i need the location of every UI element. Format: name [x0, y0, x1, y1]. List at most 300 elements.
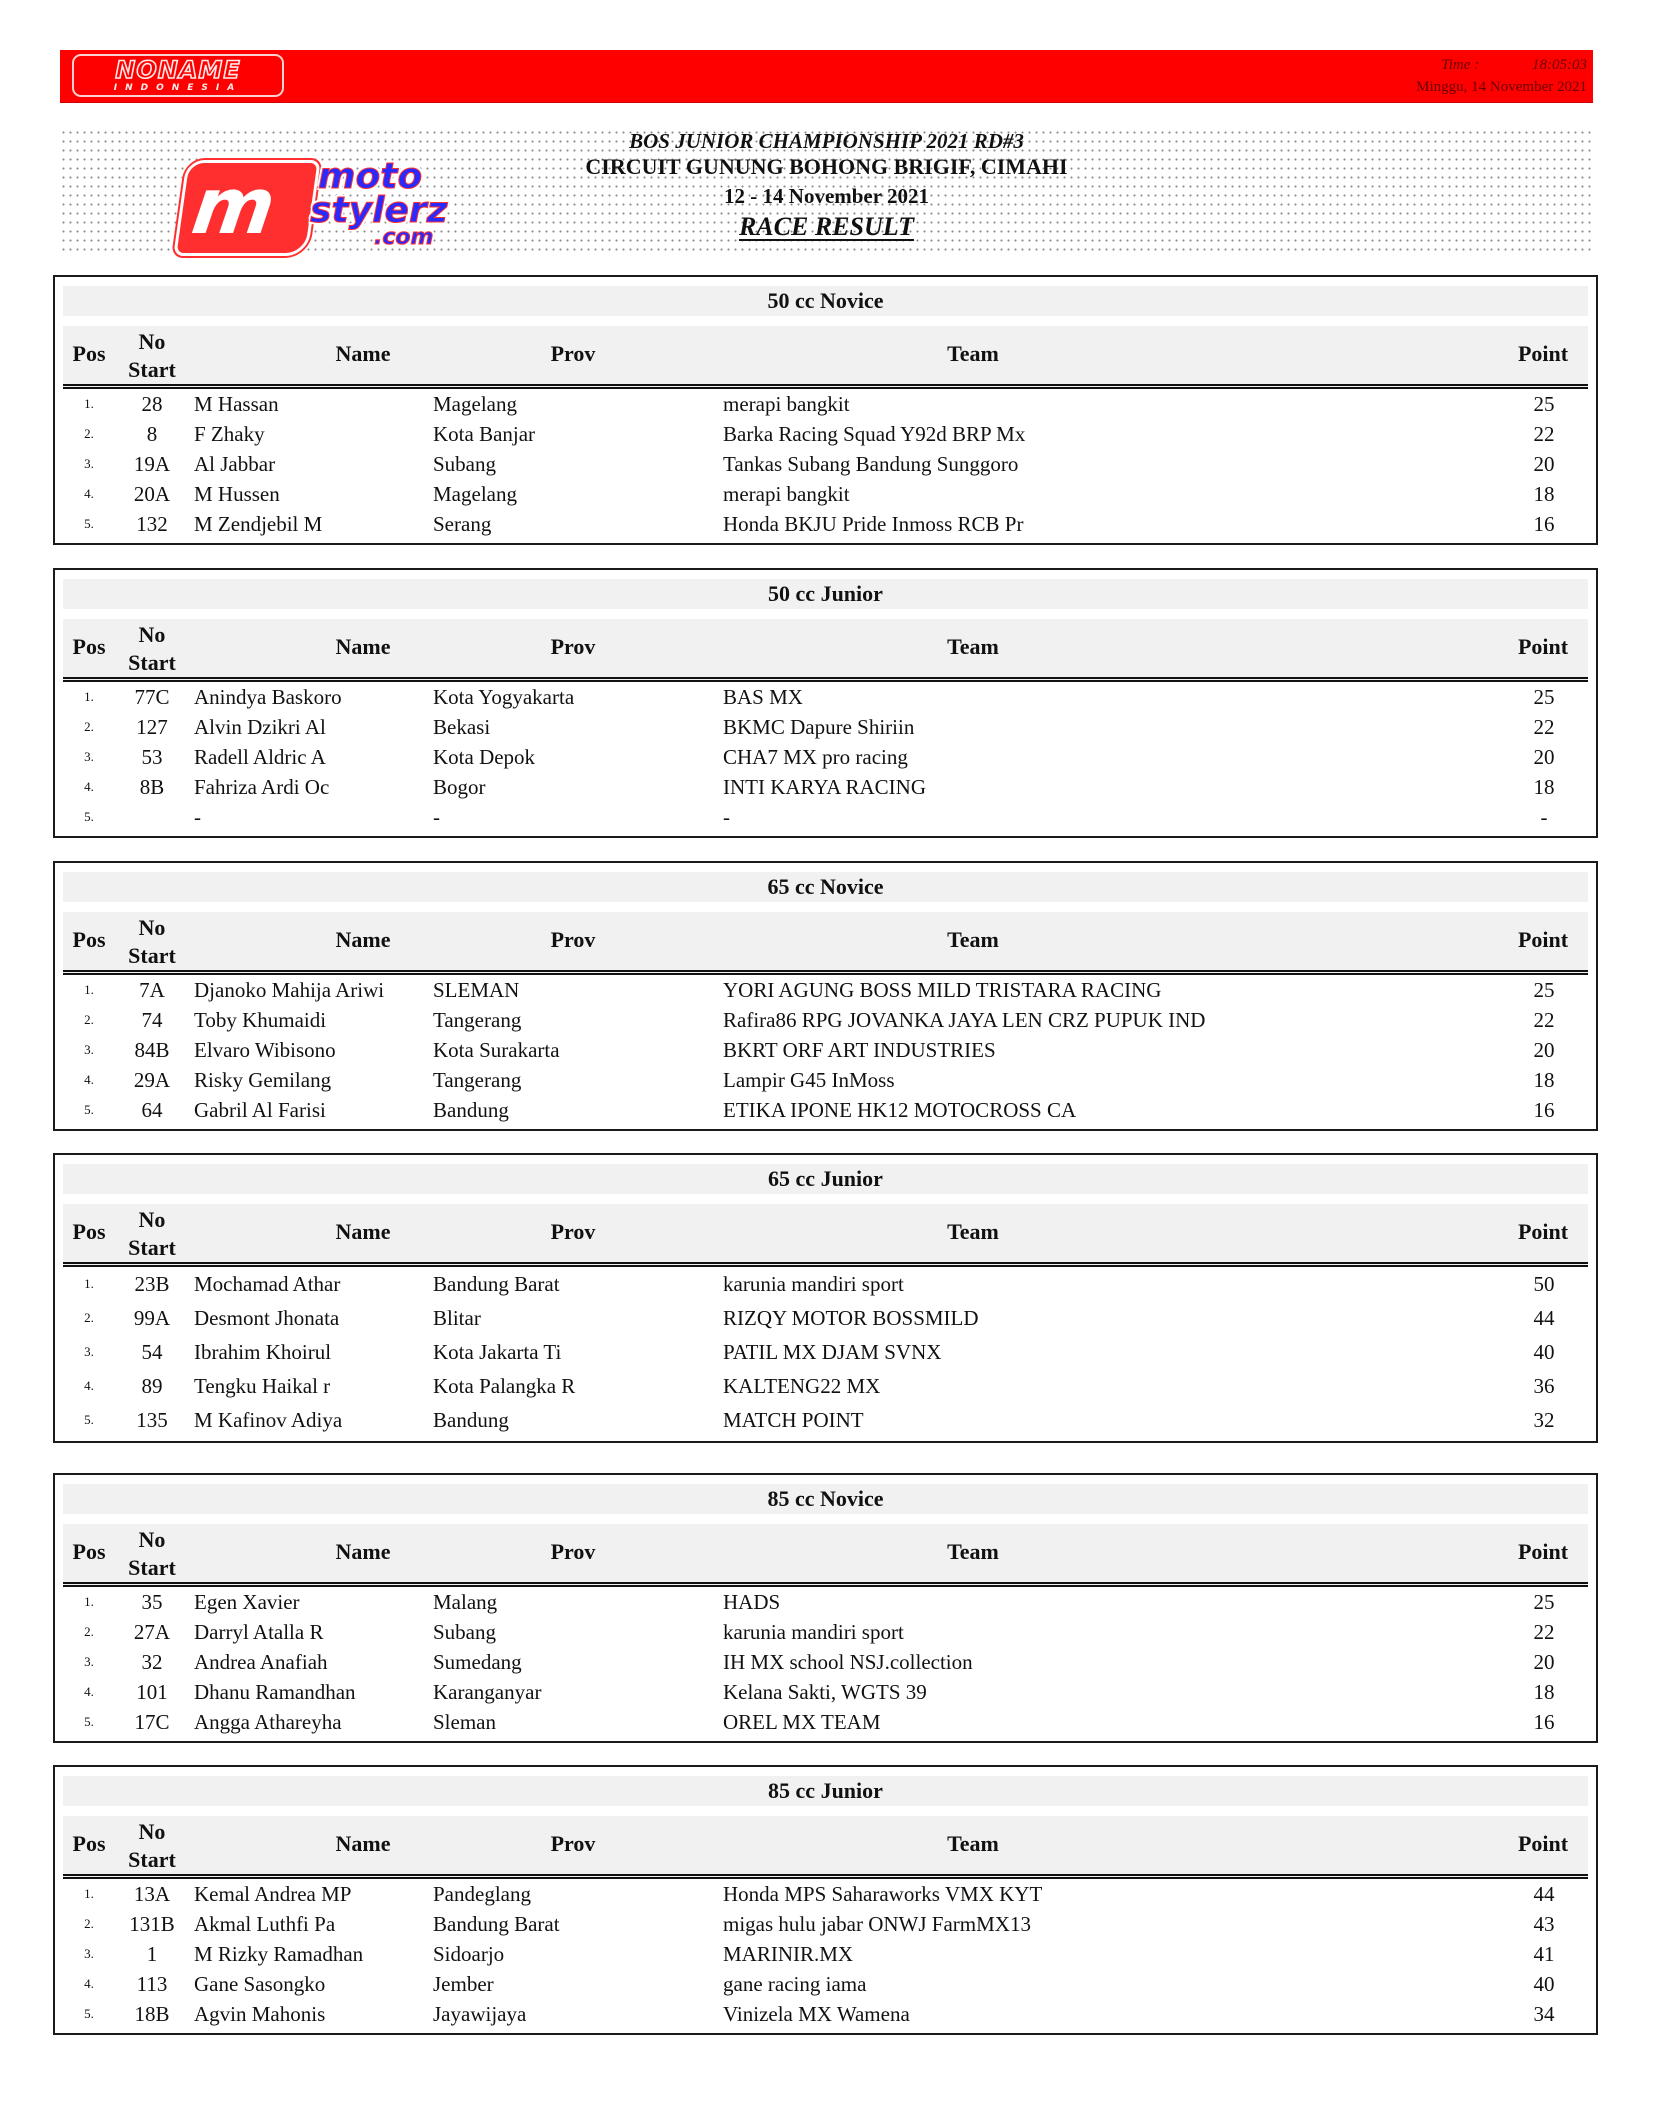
- cell-prov: Jayawijaya: [433, 2002, 527, 2026]
- table-row: [63, 1587, 1588, 1617]
- column-header-prov: Prov: [550, 634, 596, 659]
- class-results-table-1: [53, 568, 1598, 838]
- cell-pos: 2.: [84, 1624, 94, 1639]
- cell-name: Agvin Mahonis: [194, 2002, 326, 2026]
- timestamp: [1416, 54, 1587, 98]
- cell-prov: Serang: [433, 512, 492, 536]
- class-title: 85 cc Novice: [63, 1484, 1588, 1514]
- cell-no-start: 113: [136, 1972, 168, 1996]
- cell-pos: 1.: [84, 1276, 94, 1291]
- cell-point: 32: [1533, 1408, 1555, 1432]
- cell-team: karunia mandiri sport: [723, 1620, 904, 1644]
- class-title: 65 cc Junior: [63, 1164, 1588, 1194]
- cell-pos: 3.: [84, 1042, 94, 1057]
- cell-no-start: 135: [136, 1408, 168, 1432]
- cell-prov: Tangerang: [433, 1068, 522, 1092]
- cell-pos: 1.: [84, 1594, 94, 1609]
- championship-title: BOS JUNIOR CHAMPIONSHIP 2021 RD#3: [629, 129, 1024, 153]
- table-row: [63, 1369, 1588, 1403]
- cell-team: Tankas Subang Bandung Sunggoro: [723, 452, 1019, 476]
- brand-name: NONAME: [115, 56, 241, 84]
- cell-name: Fahriza Ardi Oc: [194, 775, 330, 799]
- class-title: 65 cc Novice: [63, 872, 1588, 902]
- cell-prov: Kota Depok: [433, 745, 536, 769]
- cell-pos: 5.: [84, 1714, 94, 1729]
- cell-no-start: 84B: [134, 1038, 170, 1062]
- table-row: [63, 682, 1588, 712]
- class-results-table-3: [53, 1153, 1598, 1443]
- cell-team: OREL MX TEAM: [723, 1710, 881, 1734]
- cell-pos: 5.: [84, 516, 94, 531]
- table-row: [63, 742, 1588, 772]
- column-header-point: Point: [1517, 1539, 1569, 1564]
- cell-name: Gabril Al Farisi: [194, 1098, 326, 1122]
- cell-team: PATIL MX DJAM SVNX: [723, 1340, 942, 1364]
- cell-point: 40: [1533, 1972, 1555, 1996]
- cell-name: F Zhaky: [194, 422, 265, 446]
- column-header-name: Name: [335, 1831, 391, 1856]
- cell-point: 34: [1533, 2002, 1555, 2026]
- cell-pos: 3.: [84, 1654, 94, 1669]
- print-date: Minggu, 14 November 2021: [1416, 79, 1587, 95]
- cell-team: migas hulu jabar ONWJ FarmMX13: [723, 1912, 1031, 1936]
- cell-pos: 2.: [84, 1012, 94, 1027]
- table-header: [63, 326, 1588, 389]
- table-row: [63, 802, 1588, 832]
- cell-prov: Sumedang: [433, 1650, 522, 1674]
- cell-no-start: 29A: [133, 1068, 171, 1092]
- cell-pos: 2.: [84, 719, 94, 734]
- column-header-team: Team: [947, 1219, 999, 1244]
- table-row: [63, 1005, 1588, 1035]
- cell-name: Toby Khumaidi: [194, 1008, 327, 1032]
- column-header-name: Name: [335, 634, 391, 659]
- cell-point: 36: [1533, 1374, 1555, 1398]
- cell-pos: 4.: [84, 1976, 94, 1991]
- table-row: [63, 1909, 1588, 1939]
- event-titles: [360, 128, 1293, 244]
- table-body: [63, 389, 1588, 543]
- cell-no-start: 32: [141, 1650, 163, 1674]
- table-row: [63, 1267, 1588, 1301]
- cell-team: BKMC Dapure Shiriin: [723, 715, 915, 739]
- cell-name: Al Jabbar: [194, 452, 276, 476]
- cell-prov: Subang: [433, 452, 496, 476]
- cell-team: RIZQY MOTOR BOSSMILD: [723, 1306, 979, 1330]
- cell-pos: 5.: [84, 809, 94, 824]
- cell-name: Egen Xavier: [194, 1590, 300, 1614]
- cell-pos: 3.: [84, 1344, 94, 1359]
- cell-team: Vinizela MX Wamena: [723, 2002, 910, 2026]
- cell-point: 20: [1533, 452, 1555, 476]
- cell-prov: Kota Yogyakarta: [433, 685, 575, 709]
- cell-pos: 2.: [84, 1310, 94, 1325]
- cell-pos: 1.: [84, 1886, 94, 1901]
- column-header-pos: Pos: [72, 927, 106, 952]
- cell-point: 44: [1533, 1882, 1555, 1906]
- table-row: [63, 509, 1588, 539]
- cell-point: 25: [1533, 1590, 1555, 1614]
- table-row: [63, 1969, 1588, 1999]
- logo-m-glyph: m: [186, 162, 281, 252]
- cell-no-start: 77C: [134, 685, 170, 709]
- cell-point: 22: [1533, 715, 1555, 739]
- brand-subtitle: INDONESIA: [113, 83, 243, 93]
- cell-prov: Kota Jakarta Ti: [433, 1340, 562, 1364]
- cell-name: Angga Athareyha: [194, 1710, 342, 1734]
- table-row: [63, 1677, 1588, 1707]
- table-row: [63, 1301, 1588, 1335]
- table-body: [63, 975, 1588, 1129]
- cell-point: 22: [1533, 1008, 1555, 1032]
- table-body: [63, 1267, 1588, 1441]
- table-row: [63, 1035, 1588, 1065]
- column-header-team: Team: [947, 634, 999, 659]
- column-header-no-start: [117, 1526, 187, 1582]
- cell-point: 18: [1533, 1068, 1555, 1092]
- cell-name: Andrea Anafiah: [194, 1650, 328, 1674]
- table-row: [63, 1065, 1588, 1095]
- cell-no-start: 23B: [134, 1272, 170, 1296]
- table-row: [63, 479, 1588, 509]
- column-header-prov: Prov: [550, 1831, 596, 1856]
- column-header-start: Start: [128, 1555, 176, 1580]
- cell-name: -: [194, 805, 201, 829]
- cell-team: YORI AGUNG BOSS MILD TRISTARA RACING: [723, 978, 1162, 1002]
- table-header: [63, 1524, 1588, 1587]
- logo-word-com: .com: [374, 225, 434, 250]
- cell-name: Tengku Haikal r: [194, 1374, 331, 1398]
- cell-prov: Bekasi: [433, 715, 491, 739]
- cell-prov: Bandung: [433, 1408, 509, 1432]
- table-header: [63, 619, 1588, 682]
- cell-pos: 5.: [84, 1102, 94, 1117]
- cell-team: -: [723, 805, 730, 829]
- cell-team: MARINIR.MX: [723, 1942, 854, 1966]
- cell-prov: Malang: [433, 1590, 498, 1614]
- cell-pos: 2.: [84, 426, 94, 441]
- column-header-start: Start: [128, 1847, 176, 1872]
- column-header-no: No: [138, 915, 166, 940]
- column-header-prov: Prov: [550, 341, 596, 366]
- noname-logo: [72, 54, 284, 97]
- table-header: [63, 912, 1588, 975]
- cell-point: 18: [1533, 775, 1555, 799]
- cell-no-start: 74: [141, 1008, 163, 1032]
- column-header-name: Name: [335, 1539, 391, 1564]
- cell-no-start: 35: [141, 1590, 163, 1614]
- cell-pos: 4.: [84, 779, 94, 794]
- top-banner: [60, 50, 1593, 103]
- cell-point: 16: [1533, 1710, 1555, 1734]
- column-header-no-start: [117, 328, 187, 384]
- cell-no-start: 89: [141, 1374, 163, 1398]
- cell-team: BAS MX: [723, 685, 803, 709]
- column-header-no-start: [117, 1206, 187, 1262]
- cell-point: 25: [1533, 392, 1555, 416]
- cell-prov: Bandung: [433, 1098, 509, 1122]
- table-body: [63, 1879, 1588, 2033]
- cell-prov: -: [433, 805, 440, 829]
- cell-no-start: 53: [141, 745, 163, 769]
- column-header-pos: Pos: [72, 1831, 106, 1856]
- time-value: 18:05:03: [1532, 57, 1587, 73]
- cell-team: Kelana Sakti, WGTS 39: [723, 1680, 927, 1704]
- cell-prov: Sleman: [433, 1710, 496, 1734]
- cell-no-start: 28: [141, 392, 163, 416]
- cell-no-start: 64: [141, 1098, 163, 1122]
- table-row: [63, 712, 1588, 742]
- cell-prov: Tangerang: [433, 1008, 522, 1032]
- cell-prov: Kota Palangka R: [433, 1374, 576, 1398]
- cell-pos: 3.: [84, 456, 94, 471]
- cell-name: Kemal Andrea MP: [194, 1882, 352, 1906]
- cell-point: 18: [1533, 482, 1555, 506]
- cell-no-start: 17C: [134, 1710, 170, 1734]
- cell-pos: 4.: [84, 1072, 94, 1087]
- class-title: 50 cc Junior: [63, 579, 1588, 609]
- cell-no-start: 101: [136, 1680, 168, 1704]
- cell-pos: 4.: [84, 1378, 94, 1393]
- table-row: [63, 1999, 1588, 2029]
- cell-no-start: 127: [136, 715, 168, 739]
- cell-no-start: 131B: [129, 1912, 175, 1936]
- column-header-name: Name: [335, 927, 391, 952]
- cell-name: Akmal Luthfi Pa: [194, 1912, 336, 1936]
- cell-point: 50: [1533, 1272, 1555, 1296]
- cell-team: Rafira86 RPG JOVANKA JAYA LEN CRZ PUPUK IND: [723, 1008, 1206, 1032]
- cell-prov: Bogor: [433, 775, 486, 799]
- column-header-team: Team: [947, 927, 999, 952]
- table-body: [63, 682, 1588, 836]
- time-label: Time :: [1441, 57, 1480, 73]
- cell-prov: Karanganyar: [433, 1680, 542, 1704]
- cell-name: Anindya Baskoro: [194, 685, 342, 709]
- class-title: 85 cc Junior: [63, 1776, 1588, 1806]
- cell-pos: 4.: [84, 486, 94, 501]
- table-row: [63, 1617, 1588, 1647]
- table-row: [63, 419, 1588, 449]
- cell-no-start: 8: [146, 422, 158, 446]
- column-header-pos: Pos: [72, 634, 106, 659]
- cell-team: karunia mandiri sport: [723, 1272, 904, 1296]
- column-header-start: Start: [128, 943, 176, 968]
- cell-name: Alvin Dzikri Al: [194, 715, 326, 739]
- cell-prov: Sidoarjo: [433, 1942, 505, 1966]
- table-row: [63, 1095, 1588, 1125]
- logo-word-stylerz: stylerz: [310, 190, 448, 231]
- cell-pos: 1.: [84, 982, 94, 997]
- cell-point: 16: [1533, 512, 1555, 536]
- column-header-start: Start: [128, 1235, 176, 1260]
- cell-prov: SLEMAN: [433, 978, 520, 1002]
- column-header-no: No: [138, 329, 166, 354]
- cell-name: Elvaro Wibisono: [194, 1038, 336, 1062]
- column-header-prov: Prov: [550, 1539, 596, 1564]
- cell-point: 25: [1533, 685, 1555, 709]
- cell-no-start: 18B: [134, 2002, 170, 2026]
- cell-no-start: 99A: [133, 1306, 171, 1330]
- event-dates: 12 - 14 November 2021: [724, 184, 929, 208]
- cell-name: M Rizky Ramadhan: [194, 1942, 364, 1966]
- cell-no-start: 54: [141, 1340, 163, 1364]
- cell-prov: Magelang: [433, 482, 517, 506]
- cell-name: M Hassan: [194, 392, 279, 416]
- cell-team: CHA7 MX pro racing: [723, 745, 908, 769]
- cell-pos: 5.: [84, 2006, 94, 2021]
- column-header-prov: Prov: [550, 1219, 596, 1244]
- cell-team: KALTENG22 MX: [723, 1374, 881, 1398]
- column-header-team: Team: [947, 341, 999, 366]
- cell-prov: Blitar: [433, 1306, 481, 1330]
- column-header-no-start: [117, 1818, 187, 1874]
- cell-team: MATCH POINT: [723, 1408, 864, 1432]
- cell-team: BKRT ORF ART INDUSTRIES: [723, 1038, 996, 1062]
- table-row: [63, 1707, 1588, 1737]
- cell-pos: 1.: [84, 689, 94, 704]
- cell-no-start: 132: [136, 512, 168, 536]
- cell-point: 25: [1533, 978, 1555, 1002]
- column-header-team: Team: [947, 1539, 999, 1564]
- table-body: [63, 1587, 1588, 1741]
- column-header-pos: Pos: [72, 341, 106, 366]
- cell-team: Lampir G45 InMoss: [723, 1068, 895, 1092]
- cell-name: Ibrahim Khoirul: [194, 1340, 332, 1364]
- cell-prov: Bandung Barat: [433, 1912, 560, 1936]
- cell-team: Honda MPS Saharaworks VMX KYT: [723, 1882, 1043, 1906]
- cell-pos: 5.: [84, 1412, 94, 1427]
- cell-point: 20: [1533, 1650, 1555, 1674]
- column-header-name: Name: [335, 341, 391, 366]
- column-header-pos: Pos: [72, 1539, 106, 1564]
- cell-prov: Bandung Barat: [433, 1272, 560, 1296]
- column-header-point: Point: [1517, 341, 1569, 366]
- column-header-no-start: [117, 621, 187, 677]
- table-row: [63, 449, 1588, 479]
- column-header-point: Point: [1517, 927, 1569, 952]
- column-header-prov: Prov: [550, 927, 596, 952]
- cell-no-start: 19A: [133, 452, 171, 476]
- cell-prov: Kota Surakarta: [433, 1038, 560, 1062]
- table-header: [63, 1816, 1588, 1879]
- column-header-point: Point: [1517, 1219, 1569, 1244]
- table-row: [63, 1403, 1588, 1437]
- cell-team: merapi bangkit: [723, 392, 850, 416]
- cell-team: INTI KARYA RACING: [723, 775, 927, 799]
- cell-point: 20: [1533, 745, 1555, 769]
- cell-team: ETIKA IPONE HK12 MOTOCROSS CA: [723, 1098, 1077, 1122]
- cell-name: Djanoko Mahija Ariwi: [194, 978, 385, 1002]
- logo-m-badge: [173, 160, 320, 256]
- cell-team: gane racing iama: [723, 1972, 867, 1996]
- table-row: [63, 1879, 1588, 1909]
- cell-name: M Hussen: [194, 482, 280, 506]
- cell-team: merapi bangkit: [723, 482, 850, 506]
- column-header-team: Team: [947, 1831, 999, 1856]
- cell-prov: Subang: [433, 1620, 496, 1644]
- cell-name: Desmont Jhonata: [194, 1306, 340, 1330]
- cell-point: 16: [1533, 1098, 1555, 1122]
- column-header-start: Start: [128, 357, 176, 382]
- cell-no-start: 13A: [133, 1882, 171, 1906]
- table-row: [63, 975, 1588, 1005]
- cell-name: Radell Aldric A: [194, 745, 326, 769]
- column-header-no: No: [138, 1819, 166, 1844]
- cell-no-start: 27A: [133, 1620, 171, 1644]
- column-header-point: Point: [1517, 1831, 1569, 1856]
- cell-name: Risky Gemilang: [194, 1068, 332, 1092]
- table-row: [63, 1647, 1588, 1677]
- class-results-table-2: [53, 861, 1598, 1131]
- cell-point: 44: [1533, 1306, 1555, 1330]
- cell-point: 22: [1533, 1620, 1555, 1644]
- cell-no-start: 7A: [139, 978, 165, 1002]
- column-header-no: No: [138, 1527, 166, 1552]
- cell-name: M Zendjebil M: [194, 512, 323, 536]
- cell-pos: 4.: [84, 1684, 94, 1699]
- column-header-no: No: [138, 1207, 166, 1232]
- event-header: [60, 128, 1593, 255]
- logo-word-moto: moto: [318, 156, 423, 197]
- cell-point: -: [1540, 805, 1548, 829]
- column-header-pos: Pos: [72, 1219, 106, 1244]
- cell-team: IH MX school NSJ.collection: [723, 1650, 973, 1674]
- cell-prov: Pandeglang: [433, 1882, 531, 1906]
- cell-point: 18: [1533, 1680, 1555, 1704]
- cell-point: 41: [1533, 1942, 1555, 1966]
- class-results-table-0: [53, 275, 1598, 545]
- cell-name: Dhanu Ramandhan: [194, 1680, 356, 1704]
- table-row: [63, 389, 1588, 419]
- column-header-point: Point: [1517, 634, 1569, 659]
- class-results-table-4: [53, 1473, 1598, 1743]
- cell-point: 40: [1533, 1340, 1555, 1364]
- cell-team: HADS: [723, 1590, 781, 1614]
- table-header: [63, 1204, 1588, 1267]
- table-row: [63, 772, 1588, 802]
- cell-pos: 3.: [84, 749, 94, 764]
- cell-prov: Jember: [433, 1972, 494, 1996]
- cell-no-start: 8B: [139, 775, 165, 799]
- cell-team: Honda BKJU Pride Inmoss RCB Pr: [723, 512, 1024, 536]
- cell-no-start: 20A: [133, 482, 171, 506]
- cell-name: Gane Sasongko: [194, 1972, 326, 1996]
- column-header-name: Name: [335, 1219, 391, 1244]
- cell-no-start: 1: [146, 1942, 158, 1966]
- column-header-no-start: [117, 914, 187, 970]
- document-title: RACE RESULT: [738, 212, 915, 241]
- cell-prov: Magelang: [433, 392, 517, 416]
- cell-point: 43: [1533, 1912, 1555, 1936]
- circuit-name: CIRCUIT GUNUNG BOHONG BRIGIF, CIMAHI: [585, 154, 1068, 179]
- column-header-start: Start: [128, 650, 176, 675]
- cell-pos: 1.: [84, 396, 94, 411]
- class-results-table-5: [53, 1765, 1598, 2035]
- cell-name: Mochamad Athar: [194, 1272, 341, 1296]
- cell-name: Darryl Atalla R: [194, 1620, 324, 1644]
- cell-point: 20: [1533, 1038, 1555, 1062]
- cell-prov: Kota Banjar: [433, 422, 536, 446]
- cell-name: M Kafinov Adiya: [194, 1408, 343, 1432]
- cell-pos: 3.: [84, 1946, 94, 1961]
- class-title: 50 cc Novice: [63, 286, 1588, 316]
- cell-team: Barka Racing Squad Y92d BRP Mx: [723, 422, 1026, 446]
- table-row: [63, 1335, 1588, 1369]
- column-header-no: No: [138, 622, 166, 647]
- cell-point: 22: [1533, 422, 1555, 446]
- cell-pos: 2.: [84, 1916, 94, 1931]
- table-row: [63, 1939, 1588, 1969]
